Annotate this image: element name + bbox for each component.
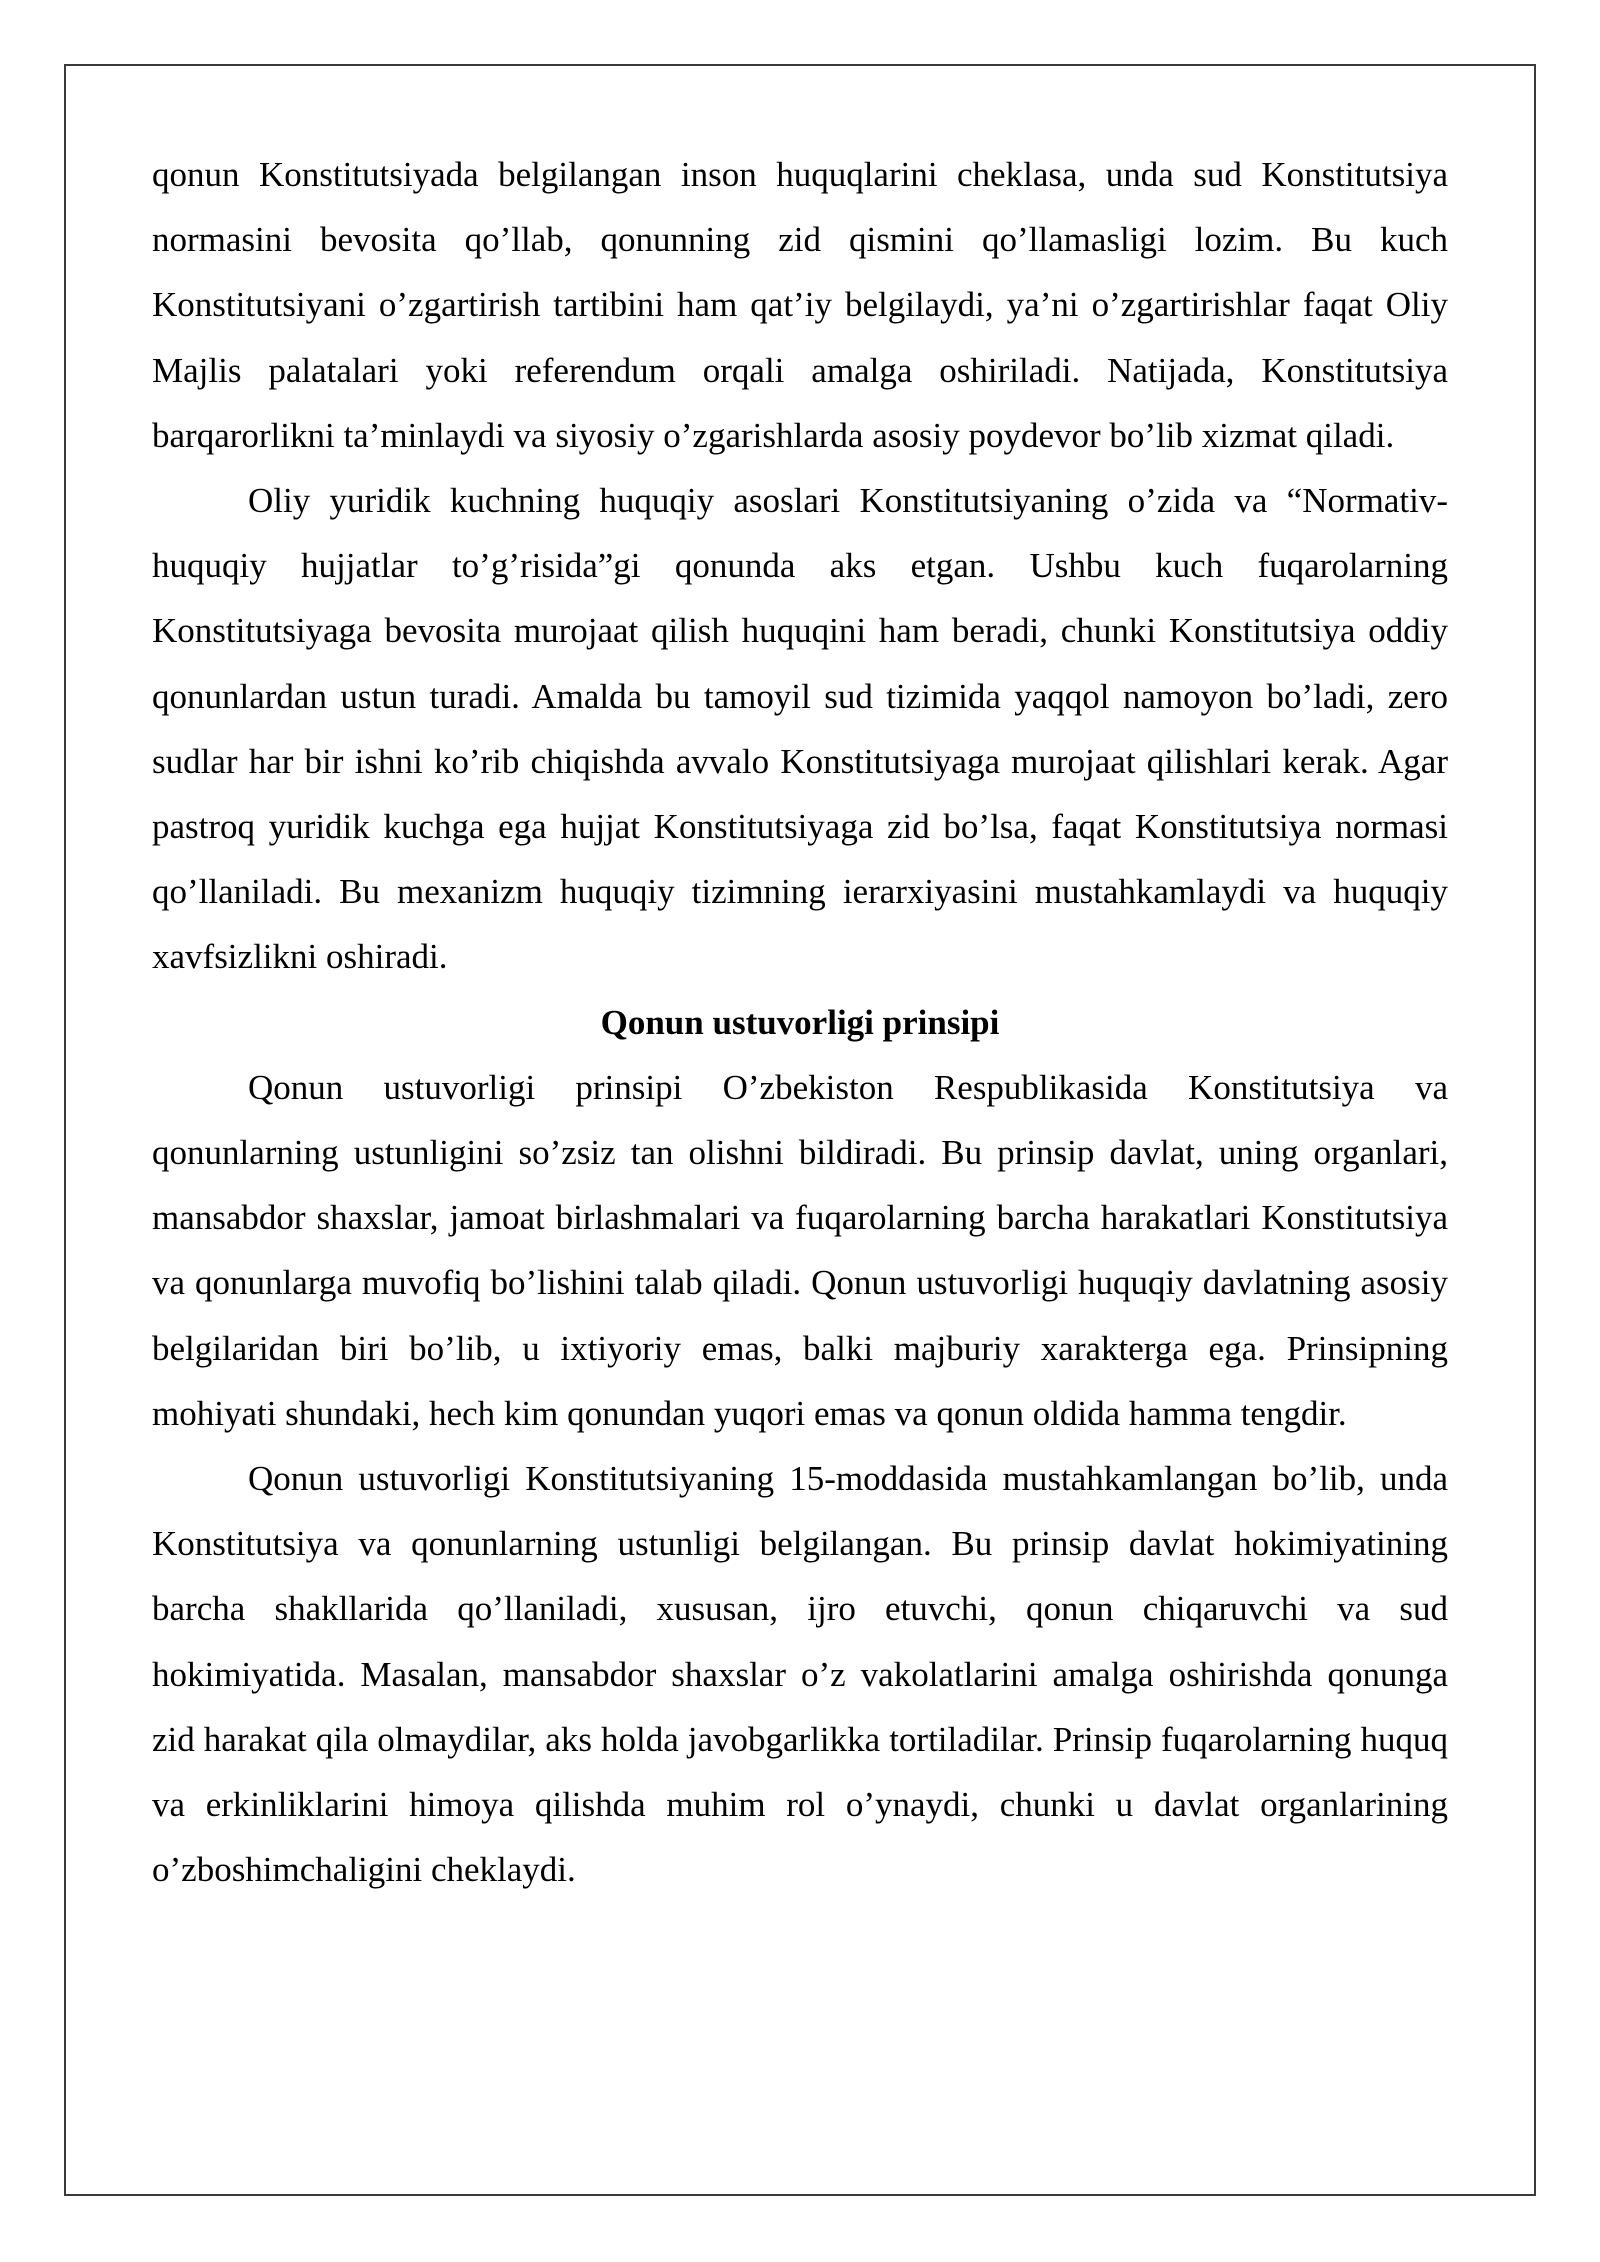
paragraph-article-15: Qonun ustuvorligi Konstitutsiyaning 15-moddasida mustahkamlangan bo’lib, unda Konstitutsiya va qonunlarning ustunligi belgilangan. Bu prinsip davlat hokimiyatining barcha shakllarida qo’llaniladi, xususan, ijro etuvchi, qonun chiqaruvchi va sud hokimiyatida. Masalan, mansabdor shaxslar o’z vakolatlarini amalga oshirishda qonunga zid harakat qila olmaydilar, aks holda javobgarlikka tortiladilar. Prinsip fuqarolarning huquq va erkinliklarini himoya qilishda muhim rol o’ynaydi, chunki u davlat organlarining o’zboshimchaligini cheklaydi.	[152, 1459, 1448, 1890]
paragraph-legal-basis: Oliy yuridik kuchning huquqiy asoslari Konstitutsiyaning o’zida va “Normativ-huquqiy hujjatlar to’g’risida”gi qonunda aks etgan. Ushbu kuch fuqarolarning Konstitutsiyaga bevosita murojaat qilish huquqini ham beradi, chunki Konstitutsiya oddiy qonunlardan ustun turadi. Amalda bu tamoyil sud tizimida yaqqol namoyon bo’ladi, zero sudlar har bir ishni ko’rib chiqishda avvalo Konstitutsiyaga murojaat qilishlari kerak. Agar pastroq yuridik kuchga ega hujjat Konstitutsiyaga zid bo’lsa, faqat Konstitutsiya normasi qo’llaniladi. Bu mexanizm huquqiy tizimning ierarxiyasini mustahkamlaydi va huquqiy xavfsizlikni oshiradi.	[152, 481, 1448, 977]
document-body	[152, 142, 1448, 1902]
paragraph-continuation: qonun Konstitutsiyada belgilangan inson huquqlarini cheklasa, unda sud Konstitutsiya normasini bevosita qo’llab, qonunning zid qismini qo’llamasligi lozim. Bu kuch Konstitutsiyani o’zgartirish tartibini ham qat’iy belgilaydi, ya’ni o’zgartirishlar faqat Oliy Majlis palatalari yoki referendum orqali amalga oshiriladi. Natijada, Konstitutsiya barqarorlikni ta’minlaydi va siyosiy o’zgarishlarda asosiy poydevor bo’lib xizmat qiladi.	[152, 155, 1448, 455]
paragraph-rule-of-law-definition: Qonun ustuvorligi prinsipi O’zbekiston Respublikasida Konstitutsiya va qonunlarning ustunligini so’zsiz tan olishni bildiradi. Bu prinsip davlat, uning organlari, mansabdor shaxslar, jamoat birlashmalari va fuqarolarning barcha harakatlari Konstitutsiya va qonunlarga muvofiq bo’lishini talab qiladi. Qonun ustuvorligi huquqiy davlatning asosiy belgilaridan biri bo’lib, u ixtiyoriy emas, balki majburiy xarakterga ega. Prinsipning mohiyati shundaki, hech kim qonundan yuqori emas va qonun oldida hamma tengdir.	[152, 1067, 1448, 1433]
section-heading: Qonun ustuvorligi prinsipi	[600, 1002, 1000, 1042]
